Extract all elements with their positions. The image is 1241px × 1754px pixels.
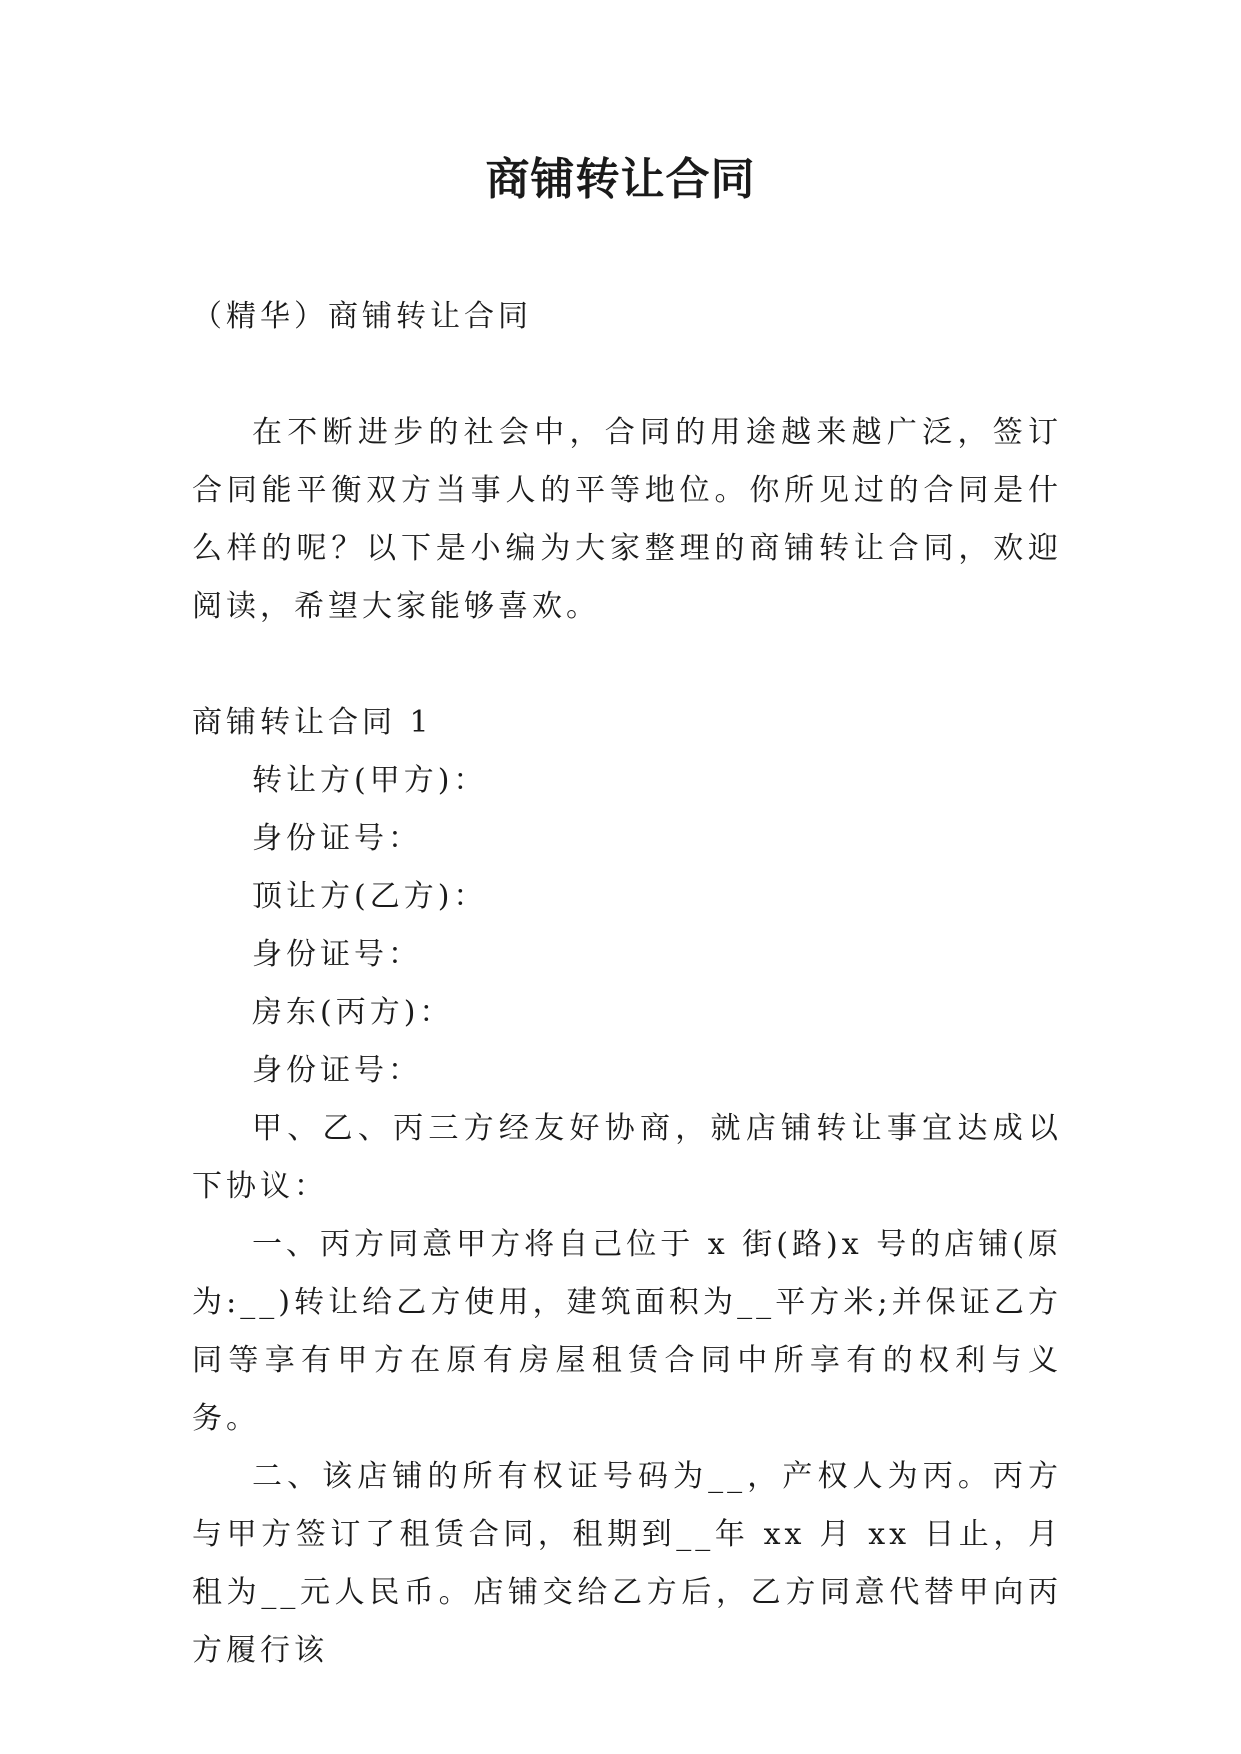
document-title: 商铺转让合同: [485, 154, 756, 205]
intro-paragraph: 在不断进步的社会中，合同的用途越来越广泛，签订合同能平衡双方当事人的平等地位。你所见过的合同是什么样的呢？以下是小编为大家整理的商铺转让合同，欢迎阅读，希望大家能够喜欢。: [192, 415, 1062, 624]
document-subtitle: （精华）商铺转让合同: [192, 299, 532, 334]
clause-1-paragraph: 一、丙方同意甲方将自己位于 x 街(路)x 号的店铺(原为:__)转让给乙方使用，建筑面积为__平方米;并保证乙方同等享有甲方在原有房屋租赁合同中所享有的权利与义务。: [192, 1227, 1062, 1436]
party-a-id-line: 身份证号：: [252, 821, 422, 856]
section-heading: 商铺转让合同 1: [192, 705, 433, 740]
document-body: [192, 288, 1062, 1680]
party-c-id-line: 身份证号：: [252, 1053, 422, 1088]
party-b-line: 顶让方(乙方)：: [252, 879, 488, 914]
preamble-paragraph: 甲、乙、丙三方经友好协商，就店铺转让事宜达成以下协议：: [192, 1111, 1062, 1204]
clause-2-paragraph: 二、该店铺的所有权证号码为__，产权人为丙。丙方与甲方签订了租赁合同，租期到__年 xx 月 xx 日止，月租为__元人民币。店铺交给乙方后，乙方同意代替甲向丙方履行该: [192, 1459, 1062, 1668]
party-b-id-line: 身份证号：: [252, 937, 422, 972]
party-a-line: 转让方(甲方)：: [252, 763, 488, 798]
party-c-line: 房东(丙方)：: [252, 995, 454, 1030]
